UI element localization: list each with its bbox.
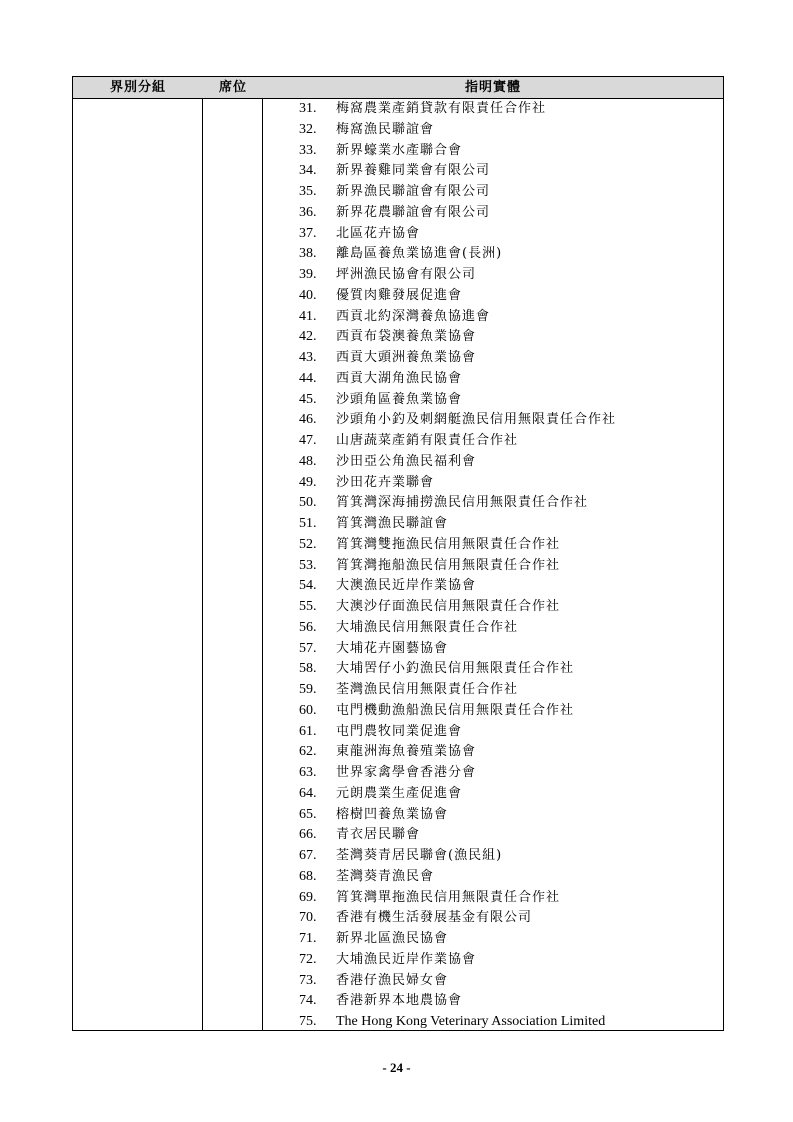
item-name: 沙頭角小釣及刺網艇漁民信用無限責任合作社 <box>336 412 617 428</box>
list-item <box>263 182 723 203</box>
item-number: 55. <box>299 599 317 614</box>
item-number: 33. <box>299 142 317 158</box>
item-name: 香港新界本地農協會 <box>336 993 463 1009</box>
item-number: 60. <box>299 702 317 718</box>
list-item <box>263 639 723 660</box>
item-number: 61. <box>299 723 317 739</box>
item-number: 49. <box>299 474 317 490</box>
list-item <box>263 99 723 120</box>
list-item <box>263 203 723 224</box>
item-number: 67. <box>299 848 317 863</box>
subsector-column <box>73 77 203 1030</box>
list-item <box>263 473 723 494</box>
item-number: 73. <box>299 972 317 988</box>
item-name: 新界花農聯誼會有限公司 <box>336 204 491 220</box>
item-name: 新界蠔業水產聯合會 <box>336 142 463 158</box>
list-item <box>263 971 723 992</box>
list-item <box>263 348 723 369</box>
item-name: 屯門機動漁船漁民信用無限責任合作社 <box>336 702 575 718</box>
item-name: 離島區養魚業協進會(長洲) <box>336 246 503 262</box>
item-name: 大埔花卉園藝協會 <box>336 640 449 656</box>
item-number: 59. <box>299 682 317 697</box>
item-name: 東龍洲海魚養殖業協會 <box>336 744 477 760</box>
item-number: 51. <box>299 516 317 531</box>
item-name: 大澳漁民近岸作業協會 <box>336 578 477 594</box>
item-number: 65. <box>299 806 317 822</box>
list-item <box>263 763 723 784</box>
item-number: 62. <box>299 744 317 760</box>
list-item <box>263 1012 723 1033</box>
item-number: 35. <box>299 184 317 199</box>
header-seats: 席位 <box>218 80 247 95</box>
list-item <box>263 369 723 390</box>
table-header-row <box>73 77 723 99</box>
item-name: 大埔漁民信用無限責任合作社 <box>336 619 519 635</box>
item-name: 荃灣漁民信用無限責任合作社 <box>336 682 519 697</box>
item-name: 香港仔漁民婦女會 <box>336 972 449 988</box>
item-number: 52. <box>299 536 317 552</box>
item-name: 新界養雞同業會有限公司 <box>336 163 491 179</box>
item-name: 大埔罟仔小釣漁民信用無限責任合作社 <box>336 661 575 677</box>
list-item <box>263 410 723 431</box>
item-name: 新界漁民聯誼會有限公司 <box>336 184 491 199</box>
item-name: 筲箕灣深海捕撈漁民信用無限責任合作社 <box>336 495 589 511</box>
item-number: 53. <box>299 557 317 573</box>
item-number: 58. <box>299 661 317 677</box>
item-name: 優質肉雞發展促進會 <box>336 287 463 303</box>
item-number: 47. <box>299 433 317 448</box>
item-name: 山唐蔬菜產銷有限責任合作社 <box>336 433 519 448</box>
item-number: 66. <box>299 827 317 843</box>
item-number: 68. <box>299 868 317 884</box>
list-item <box>263 286 723 307</box>
item-name: 沙田亞公角漁民福利會 <box>336 453 477 469</box>
item-number: 71. <box>299 931 317 946</box>
item-name: 西貢大頭洲養魚業協會 <box>336 350 477 365</box>
item-name: 大埔漁民近岸作業協會 <box>336 951 477 967</box>
header-specified-bodies: 指明實體 <box>464 80 521 95</box>
item-name: 大澳沙仔面漁民信用無限責任合作社 <box>336 599 561 614</box>
item-name: 屯門農牧同業促進會 <box>336 723 463 739</box>
list-item <box>263 784 723 805</box>
item-name: 西貢大湖角漁民協會 <box>336 370 463 386</box>
list-item <box>263 431 723 452</box>
list-item <box>263 327 723 348</box>
item-name: 香港有機生活發展基金有限公司 <box>336 910 533 926</box>
list-item <box>263 307 723 328</box>
list-item <box>263 244 723 265</box>
item-number: 42. <box>299 329 317 345</box>
item-number: 69. <box>299 889 317 905</box>
list-item <box>263 535 723 556</box>
item-number: 44. <box>299 370 317 386</box>
list-item <box>263 514 723 535</box>
designated-bodies-table <box>72 76 724 1031</box>
list-item <box>263 141 723 162</box>
item-name: 元朗農業生產促進會 <box>336 785 463 801</box>
item-number: 64. <box>299 785 317 801</box>
item-name: 榕樹凹養魚業協會 <box>336 806 449 822</box>
list-item <box>263 576 723 597</box>
list-item <box>263 991 723 1012</box>
item-number: 36. <box>299 204 317 220</box>
list-item <box>263 805 723 826</box>
item-name: 世界家禽學會香港分會 <box>336 765 477 780</box>
item-number: 41. <box>299 308 317 324</box>
list-item <box>263 950 723 971</box>
list-item <box>263 618 723 639</box>
item-number: 45. <box>299 391 317 407</box>
list-item <box>263 224 723 245</box>
specified-bodies-list <box>263 99 723 1033</box>
item-number: 70. <box>299 910 317 926</box>
item-name: 荃灣葵青居民聯會(漁民組) <box>336 848 503 863</box>
item-name: 沙頭角區養魚業協會 <box>336 391 463 407</box>
item-number: 40. <box>299 287 317 303</box>
item-number: 75. <box>299 1014 317 1029</box>
seats-column <box>203 77 263 1030</box>
item-name: 筲箕灣拖船漁民信用無限責任合作社 <box>336 557 561 573</box>
item-number: 37. <box>299 225 317 241</box>
list-item <box>263 722 723 743</box>
item-name: 筲箕灣單拖漁民信用無限責任合作社 <box>336 889 561 905</box>
list-item <box>263 867 723 888</box>
list-item <box>263 161 723 182</box>
item-name: 沙田花卉業聯會 <box>336 474 435 490</box>
item-name: 梅窩農業產銷貸款有限責任合作社 <box>336 101 547 116</box>
item-number: 34. <box>299 163 317 179</box>
list-item <box>263 701 723 722</box>
item-number: 48. <box>299 453 317 469</box>
list-item <box>263 120 723 141</box>
list-item <box>263 390 723 411</box>
item-number: 50. <box>299 495 317 511</box>
list-item <box>263 265 723 286</box>
item-name: 西貢布袋澳養魚業協會 <box>336 329 477 345</box>
item-name: 青衣居民聯會 <box>336 827 421 843</box>
item-name: 筲箕灣漁民聯誼會 <box>336 516 449 531</box>
item-number: 46. <box>299 412 317 428</box>
item-name: 新界北區漁民協會 <box>336 931 449 946</box>
item-number: 56. <box>299 619 317 635</box>
item-number: 32. <box>299 121 317 137</box>
item-name: 西貢北約深灣養魚協進會 <box>336 308 491 324</box>
item-number: 57. <box>299 640 317 656</box>
item-number: 63. <box>299 765 317 780</box>
item-number: 74. <box>299 993 317 1009</box>
list-item <box>263 846 723 867</box>
list-item <box>263 742 723 763</box>
item-number: 31. <box>299 101 317 116</box>
list-item <box>263 597 723 618</box>
list-item <box>263 929 723 950</box>
item-name: 北區花卉協會 <box>336 225 421 241</box>
item-name: 坪洲漁民協會有限公司 <box>336 267 477 282</box>
item-number: 38. <box>299 246 317 262</box>
list-item <box>263 888 723 909</box>
item-name: The Hong Kong Veterinary Association Limited <box>336 1014 606 1029</box>
list-item <box>263 825 723 846</box>
item-number: 39. <box>299 267 317 282</box>
list-item <box>263 452 723 473</box>
item-number: 54. <box>299 578 317 594</box>
item-name: 梅窩漁民聯誼會 <box>336 121 435 137</box>
item-number: 72. <box>299 951 317 967</box>
list-item <box>263 680 723 701</box>
list-item <box>263 908 723 929</box>
item-name: 荃灣葵青漁民會 <box>336 868 435 884</box>
list-item <box>263 493 723 514</box>
item-number: 43. <box>299 350 317 365</box>
item-name: 筲箕灣雙拖漁民信用無限責任合作社 <box>336 536 561 552</box>
header-subsector: 界別分組 <box>109 80 166 95</box>
list-item <box>263 659 723 680</box>
page-number: - 24 - <box>382 1060 411 1075</box>
list-item <box>263 556 723 577</box>
